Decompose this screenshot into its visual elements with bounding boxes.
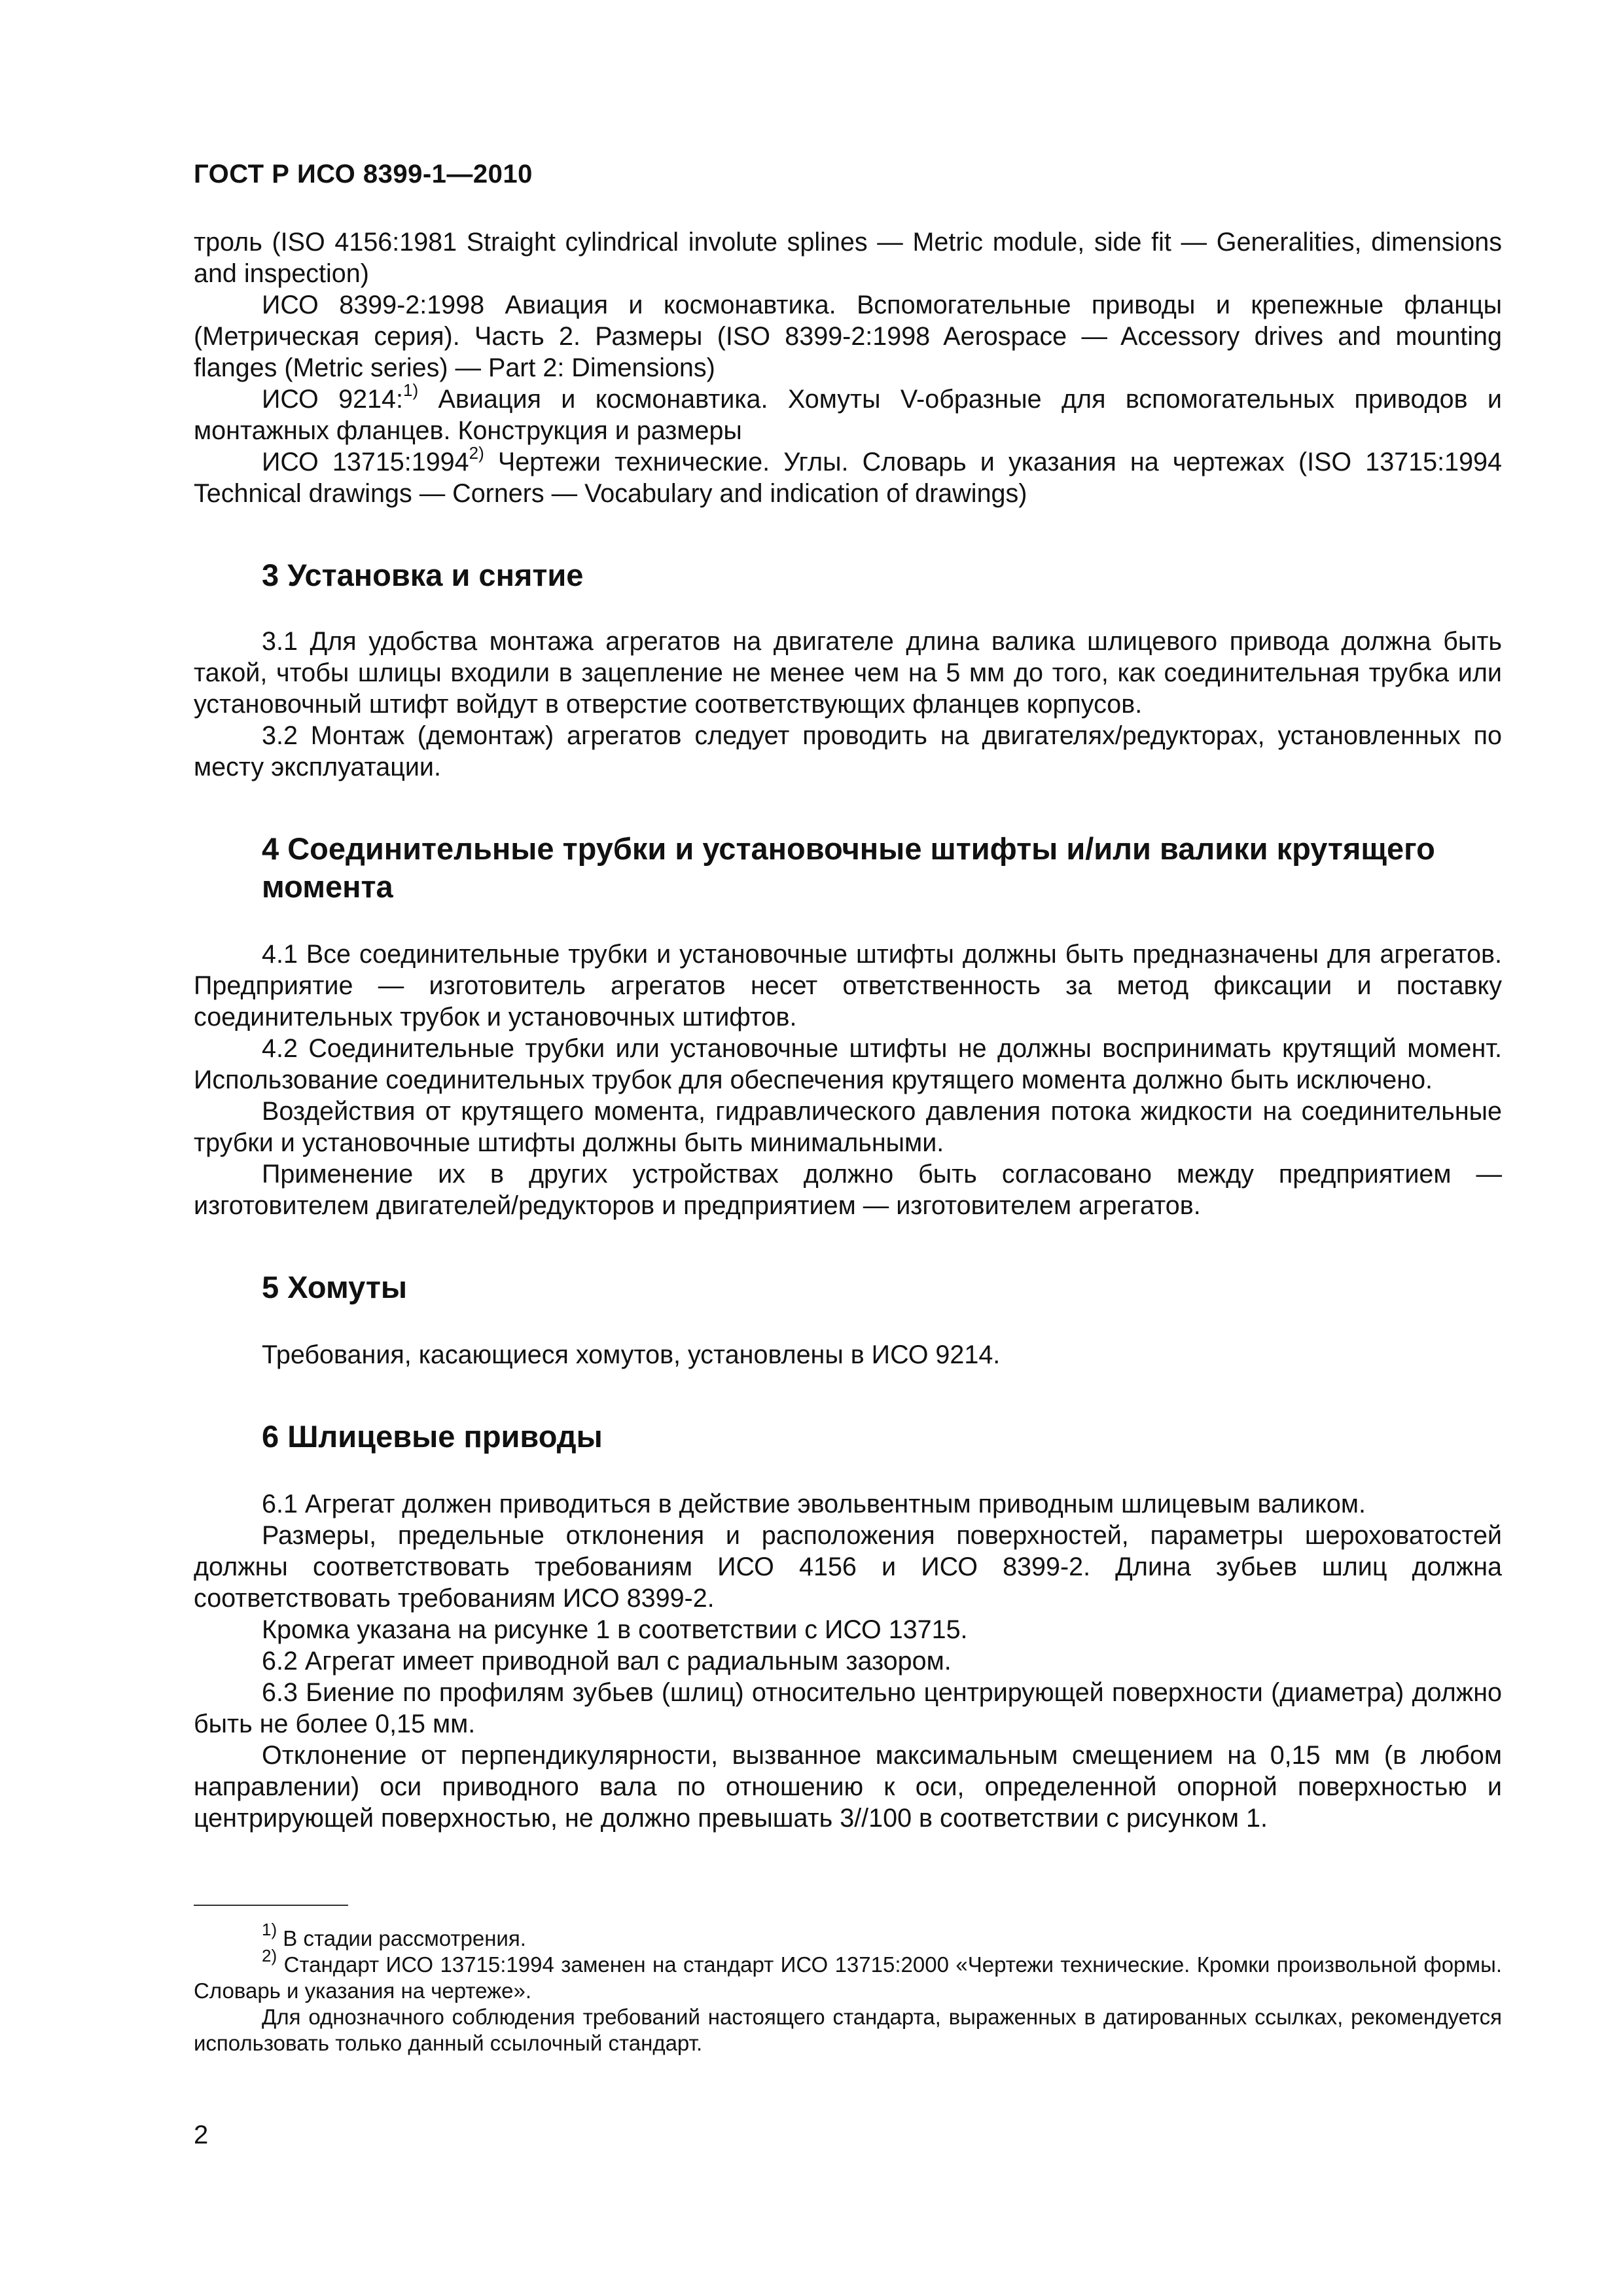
- reference-iso-13715-title: Чертежи технические. Углы. Словарь и указания на чертежах (ISO 13715:1994 Technical drawings — Corners — Vocabulary and indication of drawings): [194, 448, 1502, 508]
- reference-iso-9214-code: ИСО 9214:: [262, 385, 403, 414]
- reference-iso-4156-continuation: троль (ISO 4156:1981 Straight cylindrical involute splines — Metric module, side fit — Generalities, dimensions and inspection): [194, 228, 1502, 288]
- reference-iso-9214-title: Авиация и космонавтика. Хомуты V-образные для вспомогательных приводов и монтажных фланцев. Конструкция и размеры: [194, 385, 1502, 445]
- section-4-paragraph-3: Воздействия от крутящего момента, гидравлического давления потока жидкости на соединительные трубки и установочные штифты должны быть минимальными.: [194, 1097, 1502, 1157]
- section-4-paragraph-1: 4.1 Все соединительные трубки и установочные штифты должны быть предназначены для агрегатов. Предприятие — изготовитель агрегатов несет ответственность за метод фиксации и поставку соединительных трубок и установочных штифтов.: [194, 940, 1502, 1031]
- footnote-1-marker: 1): [262, 1920, 277, 1939]
- section-4-paragraph-4: Применение их в других устройствах должно быть согласовано между предприятием — изготовителем двигателей/редукторов и предприятием — изготовителем агрегатов.: [194, 1160, 1502, 1220]
- main-text: [194, 226, 1502, 1834]
- footnote-marker-1: 1): [403, 380, 419, 400]
- footnote-1-text: В стадии рассмотрения.: [277, 1926, 526, 1950]
- footnote-2-marker: 2): [262, 1946, 277, 1965]
- footnote-2: [194, 1946, 1502, 2004]
- section-6-heading: 6 Шлицевые приводы: [262, 1419, 603, 1454]
- section-3-paragraph-1: 3.1 Для удобства монтажа агрегатов на двигателе длина валика шлицевого привода должна быть такой, чтобы шлицы входили в зацепление не менее чем на 5 мм до того, как соединительная трубка или установочный штифт войдут в отверстие соответствующих фланцев корпусов.: [194, 627, 1502, 719]
- section-6-paragraph-4: 6.2 Агрегат имеет приводной вал с радиальным зазором.: [262, 1647, 952, 1676]
- section-6-paragraph-3: Кромка указана на рисунке 1 в соответствии с ИСО 13715.: [262, 1615, 968, 1644]
- reference-iso-13715: [194, 442, 1502, 509]
- footnote-2-note: Для однозначного соблюдения требований настоящего стандарта, выраженных в датированных ссылках, рекомендуется использовать только данный ссылочный стандарт.: [194, 2005, 1502, 2055]
- footnote-divider: [194, 1905, 348, 1906]
- section-6-paragraph-6: Отклонение от перпендикулярности, вызванное максимальным смещением на 0,15 мм (в любом направлении) оси приводного вала по отношению к оси, определенной опорной поверхностью и центрирующей поверхностью, не должно превышать 3//100 в соответствии с рисунком 1.: [194, 1741, 1502, 1833]
- section-5-heading: 5 Хомуты: [262, 1270, 408, 1304]
- footnote-1: [194, 1920, 1502, 1952]
- standard-code-header: ГОСТ Р ИСО 8399-1—2010: [194, 160, 533, 188]
- section-6-paragraph-5: 6.3 Биение по профилям зубьев (шлиц) относительно центрирующей поверхности (диаметра) должно быть не более 0,15 мм.: [194, 1678, 1502, 1738]
- section-4-paragraph-2: 4.2 Соединительные трубки или установочные штифты не должны воспринимать крутящий момент. Использование соединительных трубок для обеспечения крутящего момента должно быть исключено.: [194, 1034, 1502, 1094]
- page-number: 2: [194, 2121, 209, 2149]
- footnotes: [194, 1920, 1502, 2056]
- footnote-2-text: Стандарт ИСО 13715:1994 заменен на стандарт ИСО 13715:2000 «Чертежи технические. Кромки произвольной формы. Словарь и указания на чертеже».: [194, 1952, 1502, 2003]
- section-5-paragraph-1: Требования, касающиеся хомутов, установлены в ИСО 9214.: [262, 1340, 1001, 1369]
- reference-iso-13715-code: ИСО 13715:1994: [262, 448, 469, 476]
- section-6-paragraph-1: 6.1 Агрегат должен приводиться в действие эвольвентным приводным шлицевым валиком.: [262, 1490, 1366, 1518]
- section-3-heading: 3 Установка и снятие: [262, 558, 584, 592]
- reference-iso-8399-2: ИСО 8399-2:1998 Авиация и космонавтика. Вспомогательные приводы и крепежные фланцы (Метрическая серия). Часть 2. Размеры (ISO 8399-2:1998 Aerospace — Accessory drives and mounting flanges (Metric series) — Part 2: Dimensions): [194, 291, 1502, 382]
- footnote-marker-2: 2): [469, 442, 484, 463]
- section-4-heading: 4 Соединительные трубки и установочные штифты и/или валики крутящего момента: [262, 831, 1435, 904]
- section-6-paragraph-2: Размеры, предельные отклонения и расположения поверхностей, параметры шероховатостей должны соответствовать требованиям ИСО 4156 и ИСО 8399-2. Длина зубьев шлиц должна соответствовать требованиям ИСО 8399-2.: [194, 1521, 1502, 1613]
- reference-iso-9214: [194, 380, 1502, 446]
- section-3-paragraph-2: 3.2 Монтаж (демонтаж) агрегатов следует проводить на двигателях/редукторах, установленных по месту эксплуатации.: [194, 721, 1502, 781]
